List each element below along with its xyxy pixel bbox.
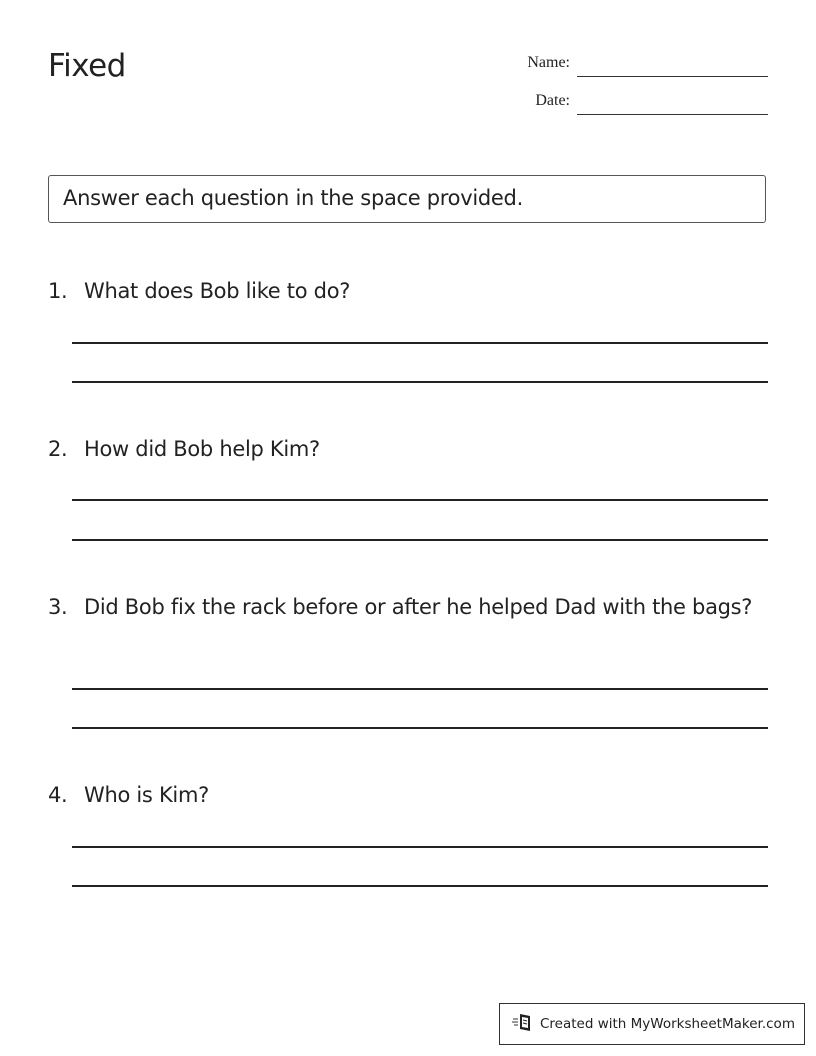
- question-number: 2.: [48, 437, 68, 461]
- answer-line[interactable]: [72, 727, 768, 729]
- instructions-box: Answer each question in the space provided.: [48, 175, 766, 223]
- answer-line[interactable]: [72, 885, 768, 887]
- answer-line[interactable]: [72, 846, 768, 848]
- answer-line[interactable]: [72, 499, 768, 501]
- date-label: Date:: [535, 92, 570, 109]
- question-text: Did Bob fix the rack before or after he helped Dad with the bags?: [84, 595, 753, 619]
- date-line[interactable]: [577, 114, 768, 115]
- footer-badge[interactable]: [499, 1003, 805, 1045]
- question-number: 4.: [48, 783, 68, 807]
- question-text: How did Bob help Kim?: [84, 437, 320, 461]
- name-field[interactable]: [470, 54, 570, 74]
- question-text: Who is Kim?: [84, 783, 209, 807]
- name-line[interactable]: [577, 76, 768, 77]
- name-label: Name:: [527, 54, 570, 71]
- question-number: 3.: [48, 595, 68, 619]
- question-text: What does Bob like to do?: [84, 279, 351, 303]
- question-1: [48, 276, 768, 308]
- footer-text: Created with MyWorksheetMaker.com: [540, 1016, 795, 1032]
- worksheet-title: Fixed: [48, 48, 126, 84]
- question-2: [48, 434, 768, 466]
- question-3: [48, 592, 768, 656]
- question-number: 1.: [48, 279, 68, 303]
- worksheet-logo-icon: [512, 1012, 540, 1036]
- answer-line[interactable]: [72, 381, 768, 383]
- question-4: [48, 780, 768, 812]
- answer-line[interactable]: [72, 342, 768, 344]
- answer-line[interactable]: [72, 688, 768, 690]
- answer-line[interactable]: [72, 539, 768, 541]
- date-field[interactable]: [470, 92, 570, 112]
